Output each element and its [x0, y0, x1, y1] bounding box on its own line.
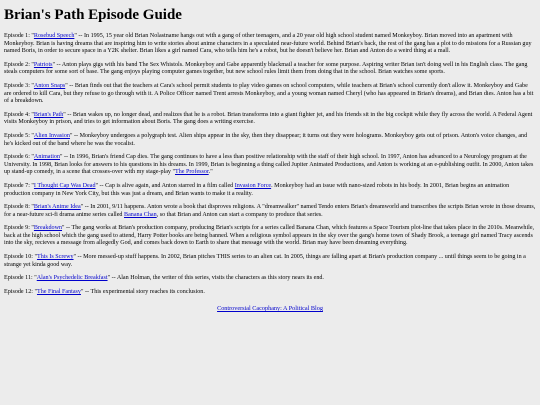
- episode-link[interactable]: I Thought Cap Was Dead: [33, 182, 96, 189]
- episode-link[interactable]: Breakdown: [33, 225, 63, 232]
- episode-prefix: Episode 5: ": [4, 132, 34, 139]
- episode-2: [4, 62, 536, 77]
- episode-3: [4, 83, 536, 106]
- blog-link[interactable]: Controversial Cacophany: A Political Blog: [217, 305, 323, 313]
- episode-link[interactable]: Patriots: [33, 61, 53, 68]
- episode-prefix: Episode 7: ": [4, 182, 34, 189]
- episode-summary: " -- Cap is alive again, and Anton starred in a film called: [95, 182, 235, 189]
- episode-prefix: Episode 9: ": [4, 225, 34, 232]
- episode-summary: " -- In 1995, 15 year old Brian Nolastname hangs out with a gang of other teenagers, and a 20 year old high school student named Monkeyboy. Brian moved into an apartment with Monkeyboy. Brian is having dreams that are inspiring him to write stories about anime characters in a speculated near-future world. Behind Brian's back, the rest of the gang has a plot to do missions for a Russian guy named Boris, in order to secure space in a Y2K shelter. Brian likes a girl named Cara, who tells him he's a robot, but he doesn't believe her. Brian and Anton do a weird thing at a mall.: [4, 33, 532, 55]
- episode-9: [4, 225, 536, 248]
- episode-link[interactable]: Brian's Path: [33, 111, 64, 118]
- episode-link[interactable]: Rosebud Speech: [33, 33, 75, 39]
- episode-prefix: Episode 3: ": [4, 82, 34, 89]
- episode-summary-end: . Monkeyboy had an issue with nano-sized robots in his body. In 2001, Brian begins an animation production company in New York City, but this was just a dream, and Brian wants to make it a reality.: [4, 182, 510, 197]
- episode-link[interactable]: The Final Fantasy: [36, 288, 81, 295]
- episode-4: [4, 112, 536, 127]
- episode-list: [4, 33, 536, 296]
- episode-5: [4, 133, 536, 148]
- episode-link[interactable]: Brian's Anime Idea: [33, 204, 81, 211]
- episode-11: [4, 275, 536, 283]
- episode-summary: " -- Anton plays gigs with his band The Sex Whistols. Monkeyboy and Gabe apparently blackmail a teacher for some purpose. Aspiring writer Brian isn't doing well in his English class. The gang steals computers for some sort of base. The gang enjoys playing computer games together, but new school rules limit them from doing that in the school. Brian watches some sports.: [4, 61, 528, 76]
- footer: [4, 305, 536, 312]
- episode-summary: " -- Alan Holman, the writer of this series, visits the characters as this story nears its end.: [107, 275, 324, 282]
- episode-prefix: Episode 11: ": [4, 275, 37, 282]
- episode-link[interactable]: Animation: [33, 154, 60, 161]
- episode-summary: " -- This experimental story reaches its conclusion.: [80, 288, 205, 295]
- page-title: Brian's Path Episode Guide: [4, 7, 182, 23]
- episode-10: [4, 254, 536, 269]
- episode-7: [4, 183, 536, 198]
- episode-link[interactable]: This Is Screwy: [36, 254, 74, 261]
- episode-summary: " -- More messed-up stuff happens. In 2002, Brian pitches THIS series to an alien cat. In 2005, things are falling apart at Brian's production company ... until things seem to be going in a strange yet kinda good way.: [4, 254, 526, 268]
- related-link[interactable]: Invasion Force: [234, 182, 272, 189]
- episode-prefix: Episode 8: ": [4, 204, 34, 211]
- episode-prefix: Episode 1: ": [4, 33, 34, 39]
- episode-summary-end: , so that Brian and Anton can start a company to produce that series.: [156, 211, 323, 218]
- episode-link[interactable]: Anton Snaps: [33, 82, 66, 89]
- episode-summary: " -- In 2001, 9/11 happens. Anton wrote a book that disproves religions. A "dreamwalker" named Tendo enters Brian's dreamworld and transcribes the scripts Brian wrote in those dreams, for a near-future sci-fi drama anime series called: [4, 204, 536, 218]
- episode-prefix: Episode 10: ": [4, 254, 37, 261]
- episode-summary-end: .": [208, 169, 213, 176]
- episode-8: [4, 204, 536, 219]
- episode-12: [4, 289, 536, 297]
- related-link[interactable]: The Professor: [174, 169, 209, 176]
- episode-1: [4, 33, 536, 56]
- episode-prefix: Episode 4: ": [4, 111, 34, 118]
- episode-prefix: Episode 6: ": [4, 154, 34, 161]
- episode-summary: " -- Monkeyboy undergoes a polygraph test. Alien ships appear in the sky, then they disappear; it turns out they were holograms. Monkeyboy gets out of prison. Anton's voice changes, and he's kicked out of the band where he was the vocalist.: [4, 132, 528, 147]
- episode-6: [4, 154, 536, 177]
- episode-summary: " -- The gang works at Brian's production company, producing Brian's scripts for a series called Banana Chan, which features a Space Tourism plot-line that takes place in the 2010s. Meanwhile, back at the high school which the gang used to attend, Harry Potter books are being banned. When a religious symbol appears in the sky over the gang's home town of Shady Brook, a teenage girl named Tracy ascends into the sky, recieves a message from allegedly God, and comes back down to Earth to share that message with the world. Brian may have been dreaming everything.: [4, 225, 535, 247]
- episode-summary: " -- Brian finds out that the teachers at Cara's school permit students to play video games on school computers, while teachers at Brian's school currently don't allow it. Monkeyboy and Gabe are ordered to kill Cara, but they refuse to go through with it. A Police Officer named Trent arrests Monkeyboy, and a young woman named Cheryl (who has appeared in Brian's dreams), and Brian dies. Anton has a bit of a breakdown.: [4, 82, 534, 105]
- episode-link[interactable]: Alien Invasion: [33, 132, 70, 139]
- episode-prefix: Episode 2: ": [4, 61, 34, 68]
- related-link[interactable]: Banana Chan: [124, 211, 157, 218]
- episode-summary: " -- Brian wakes up, no longer dead, and realizes that he is a robot. Brian transforms into a giant fighter jet, and his friends sit in the big cockpit while they fly across the world. A Federal Agent visits Monkeyboy in prison, and tries to get information about Boris. The gang does a writing exercise.: [4, 111, 533, 126]
- episode-summary: " -- In 1996, Brian's friend Cap dies. The gang continues to have a less than positive relationship with the staff of their high school. In 1997, Anton has advanced to a Neurology program at the University. In 1998, Brian looks for answers to his questions in his dreams. In 1999, Brian is beginning a thing called Jupiter Animated Productions, and Anton is working at an e-publishing outfit. In 2000, Anton takes up stand-up comedy, in a scene that crosses-over with my stage-play ": [4, 154, 534, 176]
- episode-prefix: Episode 12: ": [4, 288, 37, 295]
- episode-link[interactable]: Alan's Psychedelic Breakfast: [36, 275, 108, 282]
